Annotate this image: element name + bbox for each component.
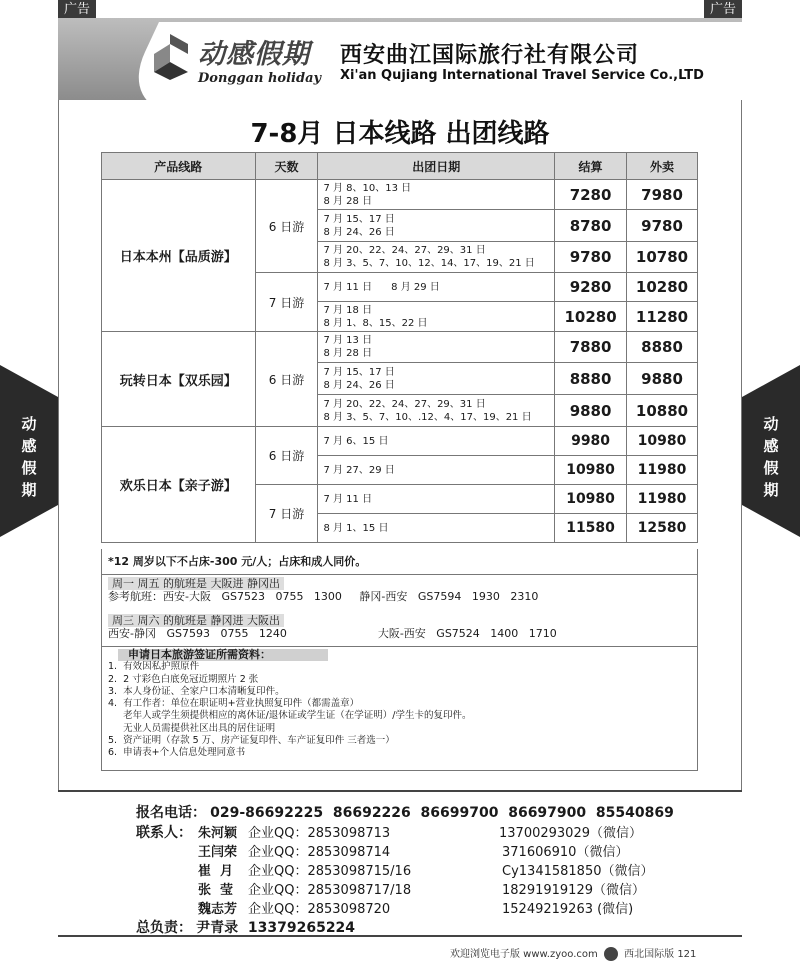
settle-price: 8880 [555,363,627,395]
dates-cell: 7 月 20、22、24、27、29、31 日 8 月 3、5、7、10、.12、4、17、19、21 日 [318,395,555,427]
retail-price: 11980 [627,456,698,485]
list-item: 3. 本人身份证、全家户口本清晰复印件。 [108,685,285,697]
contact-name: 朱河颖 [198,826,238,841]
company-name-en: Xi'an Qujiang International Travel Service Co.,LTD [340,68,704,83]
product-name: 玩转日本【双乐园】 [102,332,256,427]
settle-price: 10280 [555,302,627,332]
visa-heading: 申请日本旅游签证所需资料： [118,649,328,661]
footer-section: 西北国际版 [624,949,675,960]
header-settle: 结算 [555,153,627,180]
retail-price: 10980 [627,427,698,456]
contact-name: 魏志芳 [198,902,238,917]
phone-label: 报名电话： [136,805,206,821]
page-footer [450,945,696,961]
contact-wechat: 13700293029（微信） [499,826,642,841]
product-name: 日本本州【品质游】 [102,180,256,332]
page-header [58,18,742,100]
retail-price: 12580 [627,514,698,543]
settle-price: 11580 [555,514,627,543]
days-cell: 6 日游 [255,427,318,485]
header-days: 天数 [255,153,318,180]
dates-cell: 7 月 20、22、24、27、29、31 日 8 月 3、5、7、10、12、14、17、19、21 日 [318,242,555,273]
product-name: 欢乐日本【亲子游】 [102,427,256,543]
contact-name: 王闫荣 [198,845,238,860]
list-item: 老年人或学生须提供相应的离休证/退休证或学生证（在学证明）/学生卡的复印件。 [108,710,472,722]
header-retail: 外卖 [627,153,698,180]
side-tab-text: 动 感 假 期 [21,415,37,499]
brand-name-en: Donggan holiday [198,71,322,86]
retail-price: 8880 [627,332,698,363]
retail-price: 10280 [627,273,698,302]
side-tab-right [742,365,800,535]
contact-qq: 企业QQ：2853098717/18 [248,883,412,898]
list-item: 1. 有效因私护照原件 [108,661,200,673]
company-name-cn: 西安曲江国际旅行社有限公司 [340,43,640,68]
dates-cell: 7 月 8、10、13 日 8 月 28 日 [318,180,555,210]
contact-wechat: 18291919129（微信） [502,883,645,898]
table-header-row [102,153,698,180]
dates-cell: 7 月 18 日 8 月 1、8、15、22 日 [318,302,555,332]
page-number: 121 [677,949,697,960]
page-title: 7-8月 日本线路 出团线路 [250,119,550,149]
flight-header-1: 周一 周五 的航班是 大阪进 静冈出 [108,577,284,590]
flight-header-2: 周三 周六 的航班是 静冈进 大阪出 [108,614,284,627]
settle-price: 9780 [555,242,627,273]
settle-price: 10980 [555,485,627,514]
child-price-note: *12 周岁以下不占床-300 元/人；占床和成人同价。 [101,549,698,575]
retail-price: 9880 [627,363,698,395]
header-dates: 出团日期 [318,153,555,180]
ad-label-right: 广告 [704,0,742,20]
list-item: 4. 有工作者：单位在职证明+营业执照复印件（都需盖章） [108,698,360,710]
retail-price: 10880 [627,395,698,427]
contact-qq: 企业QQ：2853098720 [248,902,391,917]
dates-cell: 7 月 15、17 日 8 月 24、26 日 [318,363,555,395]
footer-text: 欢迎浏览电子版 www.zyoo.com [450,949,598,960]
dates-cell: 7 月 27、29 日 [318,456,555,485]
table-row [102,180,698,210]
side-tab-text: 动 感 假 期 [763,415,779,499]
table-row [102,427,698,456]
brand-name-cn: 动感假期 [198,39,310,70]
contact-name: 崔 月 [198,864,234,879]
days-cell: 6 日游 [255,180,318,273]
contact-qq: 企业QQ：2853098714 [248,845,391,860]
list-item: 5. 资产证明（存款 5 万、房产证复印件、车产证复印件 三者选一） [108,735,395,747]
days-cell: 6 日游 [255,332,318,427]
list-item: 6. 申请表+个人信息处理同意书 [108,747,246,759]
phone-numbers: 029-86692225 86692226 86699700 86697900 85540869 [210,805,674,821]
settle-price: 7880 [555,332,627,363]
side-tab-left [0,365,58,535]
manager-label: 总负责： [136,920,192,936]
days-cell: 7 日游 [255,485,318,543]
flight-row-2: 西安-静冈 GS7593 0755 1240 大阪-西安 GS7524 1400 1710 [108,627,557,640]
ad-label-left: 广告 [58,0,96,20]
table-row [102,332,698,363]
manager-contact: 尹青录 13379265224 [196,920,356,936]
settle-price: 7280 [555,180,627,210]
days-cell: 7 日游 [255,273,318,332]
dates-cell: 7 月 15、17 日 8 月 24、26 日 [318,210,555,242]
retail-price: 9780 [627,210,698,242]
flight-info [101,575,698,647]
contact-wechat: Cy1341581850（微信） [502,864,654,879]
settle-price: 9880 [555,395,627,427]
dates-cell: 7 月 13 日 8 月 28 日 [318,332,555,363]
settle-price: 9980 [555,427,627,456]
settle-price: 10980 [555,456,627,485]
contact-wechat: 371606910（微信） [502,845,629,860]
contact-section [58,790,742,937]
contact-qq: 企业QQ：2853098713 [248,826,391,841]
dates-cell: 8 月 1、15 日 [318,514,555,543]
flight-row-1: 参考航班：西安-大阪 GS7523 0755 1300 静冈-西安 GS7594 1930 2310 [108,590,539,603]
settle-price: 8780 [555,210,627,242]
dates-cell: 7 月 11 日 8 月 29 日 [318,273,555,302]
list-item: 2. 2 寸彩色白底免冠近期照片 2 张 [108,673,259,685]
settle-price: 9280 [555,273,627,302]
contact-name: 张 莹 [198,883,234,898]
retail-price: 11980 [627,485,698,514]
company-logo-icon [150,32,190,82]
visa-requirements [101,647,698,771]
retail-price: 11280 [627,302,698,332]
contact-label: 联系人： [136,825,192,841]
header-product: 产品线路 [102,153,256,180]
retail-price: 7980 [627,180,698,210]
list-item: 无业人员需提供社区出具的居住证明 [108,722,276,734]
retail-price: 10780 [627,242,698,273]
dates-cell: 7 月 6、15 日 [318,427,555,456]
contact-wechat: 15249219263 (微信) [502,902,634,917]
dates-cell: 7 月 11 日 [318,485,555,514]
contact-qq: 企业QQ：2853098715/16 [248,864,412,879]
routes-table [101,152,698,543]
seal-icon [604,947,618,961]
